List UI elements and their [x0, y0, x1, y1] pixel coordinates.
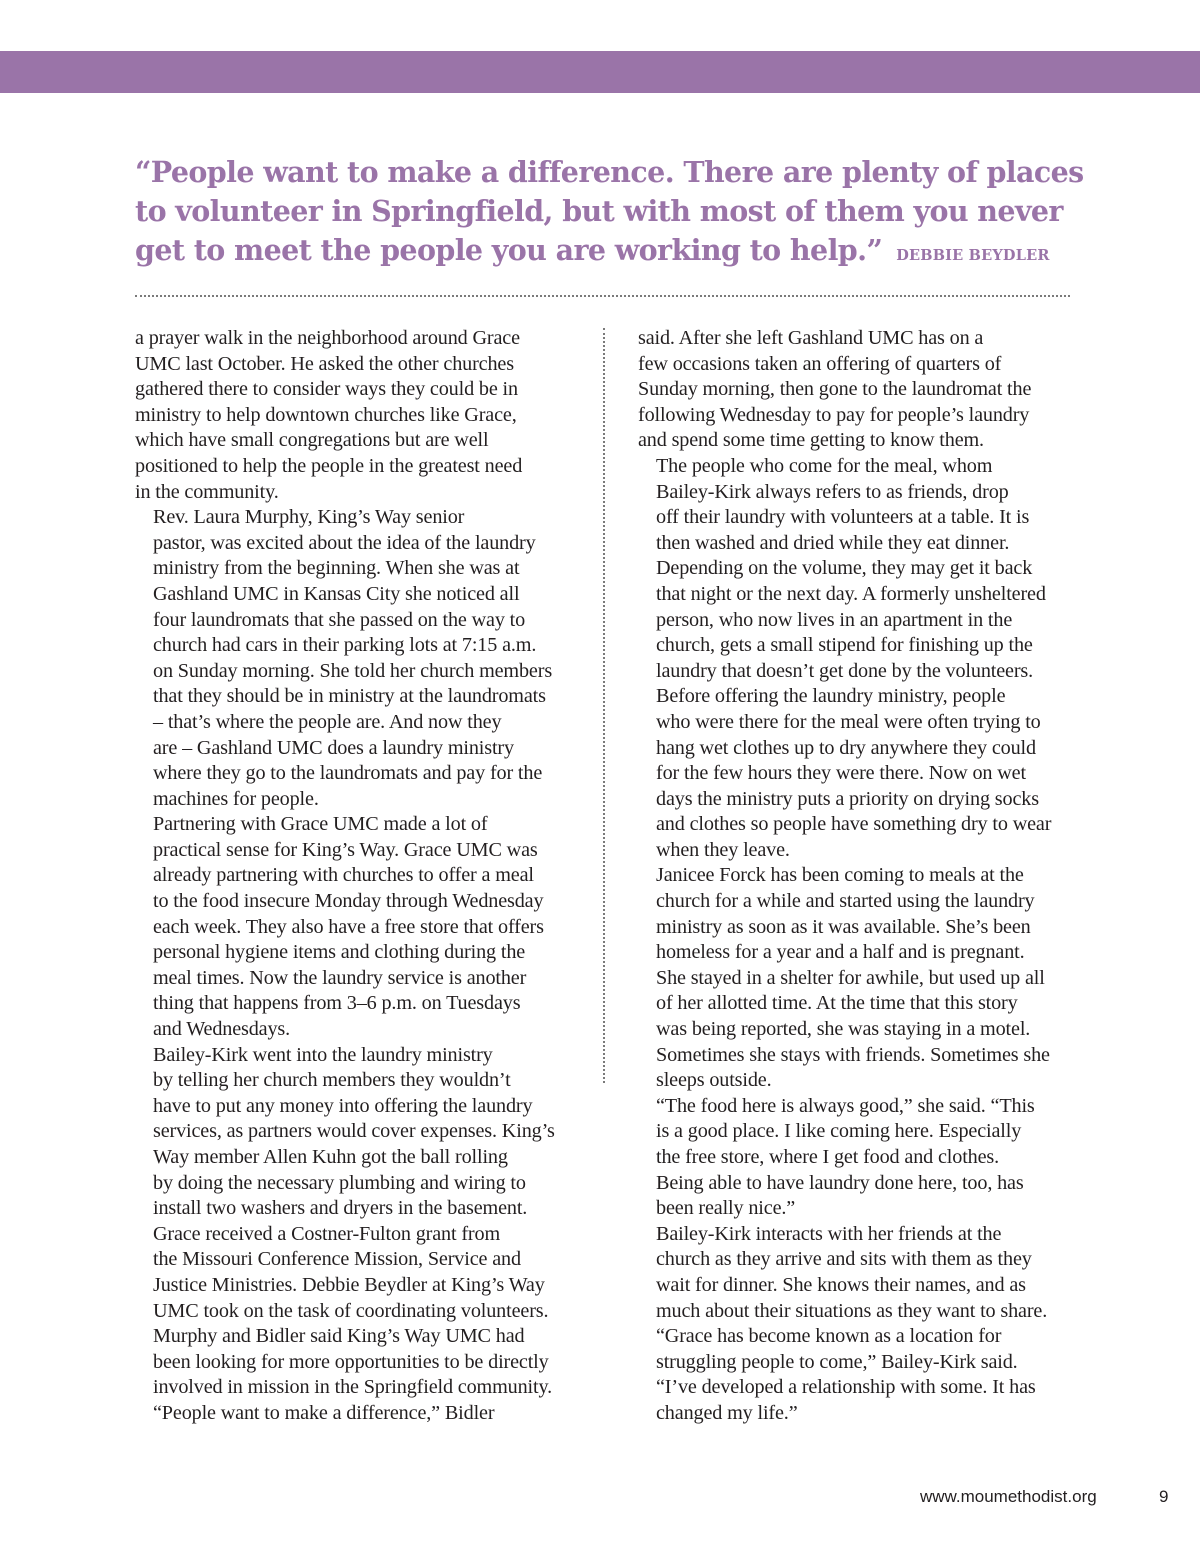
text-line: which have small congregations but are well [135, 429, 489, 452]
text-line: homeless for a year and a half and is pregnant. [656, 941, 1025, 964]
paragraph [135, 326, 580, 505]
text-line: said. After she left Gashland UMC has on a [638, 327, 984, 349]
text-line: – that’s where the people are. And now they [153, 710, 502, 733]
text-line: UMC took on the task of coordinating volunteers. [153, 1299, 549, 1322]
text-line: a prayer walk in the neighborhood around Grace [135, 327, 520, 349]
text-line: “People want to make a difference,” Bidler [153, 1401, 495, 1424]
text-line: and clothes so people have something dry to wear [656, 813, 1052, 836]
text-line: sleeps outside. [656, 1069, 772, 1092]
paragraph [638, 863, 1088, 1093]
text-line: personal hygiene items and clothing during the [153, 941, 526, 964]
quote-divider [135, 295, 1070, 297]
text-line: Sunday morning, then gone to the laundromat the [638, 378, 1032, 401]
text-line: Janicee Forck has been coming to meals at the [656, 864, 1024, 887]
text-line: off their laundry with volunteers at a table. It is [656, 506, 1030, 529]
text-line: Before offering the laundry ministry, people [656, 685, 1006, 708]
footer-url: www.moumethodist.org [920, 1487, 1097, 1506]
text-line: by doing the necessary plumbing and wiring to [153, 1171, 526, 1194]
text-line: Way member Allen Kuhn got the ball rolling [153, 1146, 508, 1168]
text-line: “I’ve developed a relationship with some. It has [656, 1376, 1036, 1399]
column-divider [603, 328, 605, 1083]
text-line: was being reported, she was staying in a motel. [656, 1018, 1031, 1041]
text-line: pastor, was excited about the idea of the laundry [153, 531, 536, 554]
text-line: four laundromats that she passed on the way to [153, 608, 526, 631]
text-line: ministry to help downtown churches like Grace, [135, 403, 517, 426]
text-line: is a good place. I like coming here. Especially [656, 1120, 1022, 1143]
text-line: that night or the next day. A formerly unsheltered [656, 582, 1046, 605]
text-line: have to put any money into offering the laundry [153, 1094, 533, 1117]
text-line: Sometimes she stays with friends. Sometimes she [656, 1043, 1050, 1066]
text-line: where they go to the laundromats and pay for the [153, 762, 543, 785]
text-line: church, gets a small stipend for finishing up the [656, 634, 1033, 657]
text-line: the free store, where I get food and clothes. [656, 1146, 1000, 1168]
text-line: on Sunday morning. She told her church members [153, 659, 553, 682]
text-line: ministry from the beginning. When she was at [153, 557, 520, 580]
text-line: church for a while and started using the laundry [656, 890, 1035, 913]
paragraph [638, 1222, 1088, 1324]
pull-quote [135, 153, 1085, 275]
page-number: 9 [1159, 1487, 1169, 1506]
text-line: when they leave. [656, 838, 790, 861]
text-line: much about their situations as they want to share. [656, 1299, 1048, 1322]
text-line: Bailey-Kirk went into the laundry ministry [153, 1043, 493, 1066]
text-line: Depending on the volume, they may get it back [656, 557, 1033, 580]
text-line: church as they arrive and sits with them as they [656, 1248, 1032, 1271]
paragraph [135, 505, 580, 812]
text-line: are – Gashland UMC does a laundry ministry [153, 736, 514, 759]
text-line: Bailey-Kirk always refers to as friends, drop [656, 480, 1009, 503]
text-line: Bailey-Kirk interacts with her friends at the [656, 1222, 1002, 1245]
text-line: Grace received a Costner-Fulton grant from [153, 1222, 501, 1245]
pull-quote-line: get to meet the people you are working to help.” [135, 233, 883, 267]
text-line: for the few hours they were there. Now on wet [656, 762, 1026, 785]
text-line: been looking for more opportunities to be directly [153, 1350, 549, 1373]
text-line: thing that happens from 3–6 p.m. on Tuesdays [153, 992, 521, 1015]
paragraph [135, 1043, 580, 1401]
paragraph [638, 684, 1088, 863]
text-line: Murphy and Bidler said King’s Way UMC had [153, 1325, 525, 1348]
text-line: positioned to help the people in the greatest need [135, 454, 523, 477]
text-line: struggling people to come,” Bailey-Kirk said. [656, 1350, 1018, 1373]
paragraph [638, 1324, 1088, 1426]
pull-quote-line: “People want to make a difference. There are plenty of places [135, 155, 1084, 189]
paragraph [638, 326, 1088, 454]
text-line: by telling her church members they wouldn’t [153, 1069, 511, 1092]
text-line: church had cars in their parking lots at 7:15 a.m. [153, 634, 537, 657]
text-line: hang wet clothes up to dry anywhere they could [656, 736, 1036, 759]
header-color-band [0, 51, 1200, 93]
text-line: of her allotted time. At the time that this story [656, 992, 1018, 1015]
text-line: Justice Ministries. Debbie Beydler at King’s Way [153, 1273, 545, 1296]
text-line: meal times. Now the laundry service is another [153, 966, 527, 989]
article-column-right [638, 326, 1088, 1427]
text-line: gathered there to consider ways they could be in [135, 378, 518, 401]
text-line: “Grace has become known as a location for [656, 1325, 1002, 1348]
paragraph [135, 812, 580, 1042]
text-line: few occasions taken an offering of quarters of [638, 352, 1002, 375]
text-line: days the ministry puts a priority on drying socks [656, 787, 1039, 810]
text-line: services, as partners would cover expenses. King’s [153, 1120, 555, 1143]
text-line: wait for dinner. She knows their names, and as [656, 1273, 1026, 1296]
text-line: been really nice.” [656, 1197, 796, 1220]
text-line: Being able to have laundry done here, too, has [656, 1171, 1024, 1194]
text-line: install two washers and dryers in the basement. [153, 1197, 528, 1220]
text-line: machines for people. [153, 787, 319, 810]
text-line: Gashland UMC in Kansas City she noticed all [153, 582, 520, 605]
text-line: ministry as soon as it was available. She’s been [656, 915, 1031, 938]
text-line: in the community. [135, 480, 279, 503]
text-line: Rev. Laura Murphy, King’s Way senior [153, 506, 465, 529]
text-line: person, who now lives in an apartment in the [656, 608, 1013, 631]
text-line: then washed and dried while they eat dinner. [656, 531, 1010, 554]
text-line: each week. They also have a free store that offers [153, 915, 544, 938]
text-line: that they should be in ministry at the laundromats [153, 685, 546, 708]
text-line: already partnering with churches to offer a meal [153, 864, 534, 887]
text-line: She stayed in a shelter for awhile, but used up all [656, 966, 1045, 989]
paragraph [638, 1094, 1088, 1222]
pull-quote-attribution: DEBBIE BEYDLER [896, 247, 1050, 264]
text-line: and spend some time getting to know them. [638, 429, 984, 452]
text-line: changed my life.” [656, 1401, 798, 1424]
text-line: The people who come for the meal, whom [656, 454, 993, 477]
text-line: UMC last October. He asked the other churches [135, 352, 514, 375]
text-line: to the food insecure Monday through Wednesday [153, 890, 544, 913]
text-line: practical sense for King’s Way. Grace UMC was [153, 838, 538, 861]
text-line: who were there for the meal were often trying to [656, 710, 1041, 733]
text-line: and Wednesdays. [153, 1018, 291, 1041]
text-line: the Missouri Conference Mission, Service and [153, 1248, 521, 1271]
pull-quote-line: to volunteer in Springfield, but with most of them you never [135, 194, 1063, 228]
text-line: following Wednesday to pay for people’s laundry [638, 403, 1030, 426]
text-line: involved in mission in the Springfield community. [153, 1376, 552, 1399]
text-line: “The food here is always good,” she said. “This [656, 1094, 1035, 1117]
article-column-left [135, 326, 580, 1427]
text-line: laundry that doesn’t get done by the volunteers. [656, 659, 1034, 682]
paragraph [638, 454, 1088, 684]
paragraph [135, 1401, 580, 1427]
text-line: Partnering with Grace UMC made a lot of [153, 813, 488, 836]
